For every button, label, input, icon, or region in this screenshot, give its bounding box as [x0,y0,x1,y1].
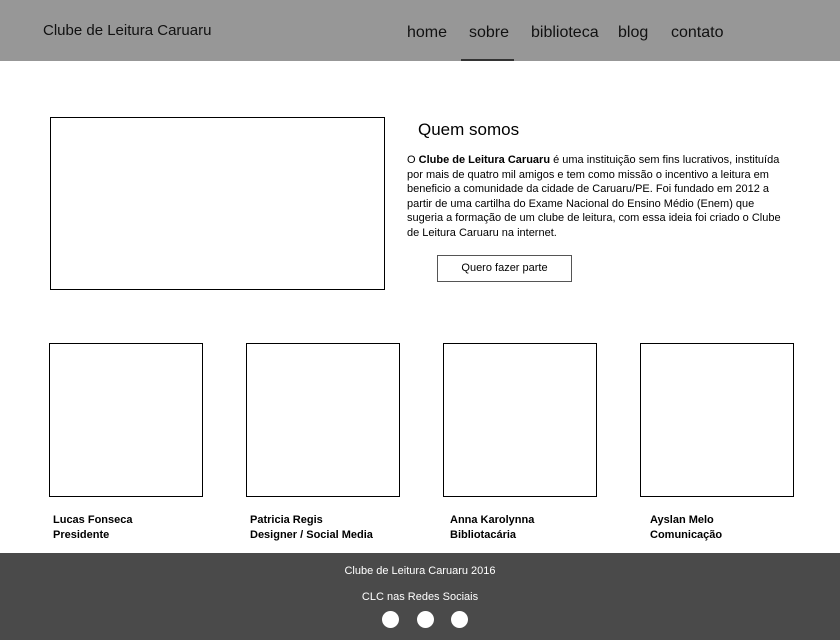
member-photo-4 [640,343,794,497]
member-role: Designer / Social Media [250,529,373,541]
member-photo-1 [49,343,203,497]
about-text-bold: Clube de Leitura Caruaru [418,154,551,166]
member-photo-3 [443,343,597,497]
about-title: Quem somos [418,120,520,139]
social-icon[interactable] [417,611,434,628]
member-role: Presidente [53,529,110,541]
active-nav-indicator [461,59,514,61]
member-role: Comunicação [650,529,723,541]
nav-home[interactable]: home [407,24,448,41]
footer-social-label: CLC nas Redes Sociais [361,591,479,603]
member-photo-2 [246,343,400,497]
site-header [0,0,840,61]
footer-copyright: Clube de Leitura Caruaru 2016 [344,565,496,577]
nav-sobre[interactable]: sobre [469,24,510,41]
nav-biblioteca[interactable]: biblioteca [531,24,599,41]
about-text-rest: é uma instituição sem fins lucrativos, instituída por mais de quatro mil amigos e tem como missão o incentivo a leitura em beneficio a comunidade da cidade de Caruaru/PE. Foi fundado em 2012 a partir de uma cartilha do Exame Nacional do Ensino Médio (Enem) que sugeria a formação de um clube de leitura, com essa ideia foi criado o Clube de Leitura Caruaru na internet. [407,154,781,239]
member-role: Bibliotacária [450,529,517,541]
social-icon[interactable] [382,611,399,628]
member-name: Ayslan Melo [650,514,714,526]
about-image-placeholder [50,117,385,290]
join-button[interactable]: Quero fazer parte [437,255,572,282]
member-name: Anna Karolynna [450,514,535,526]
site-footer [0,553,840,640]
member-name: Lucas Fonseca [53,514,133,526]
member-name: Patricia Regis [250,514,323,526]
nav-blog[interactable]: blog [618,24,649,41]
nav-contato[interactable]: contato [671,24,724,41]
social-icon[interactable] [451,611,468,628]
site-brand[interactable]: Clube de Leitura Caruaru [43,22,212,39]
about-text [407,153,792,240]
about-text-prefix: O [407,154,419,166]
